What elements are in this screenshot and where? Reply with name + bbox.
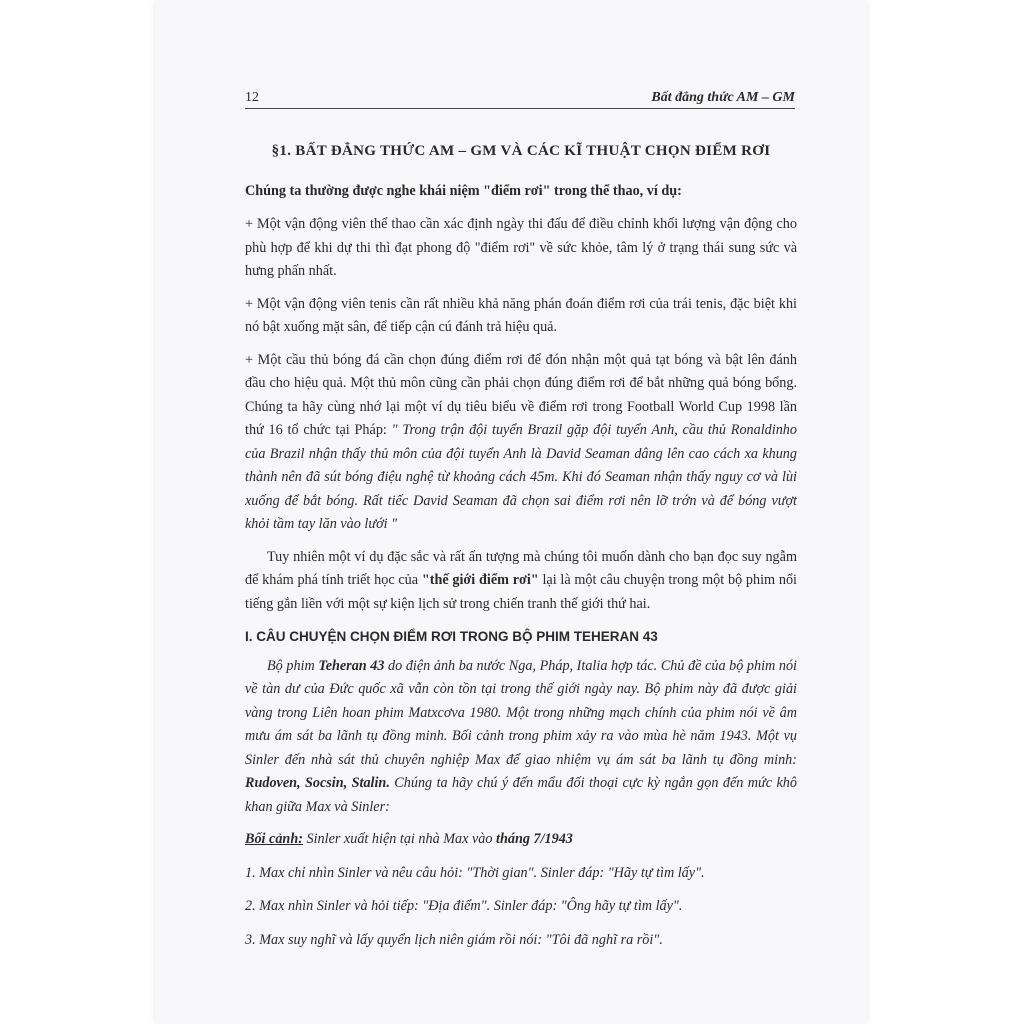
film-title: Teheran 43 — [318, 657, 385, 674]
bullet-football — [245, 349, 797, 537]
page-number: 12 — [245, 90, 259, 105]
intro-paragraph: Chúng ta thường được nghe khái niệm "điểm rơi" trong thể thao, ví dụ: — [245, 182, 682, 199]
bullet-tennis: + Một vận động viên tenis cần rất nhiều khả năng phán đoán điểm rơi của trái tenis, đặc biệt khi nó bật xuống mặt sân, để tiếp cận cú đánh trả hiệu quả. — [245, 295, 797, 335]
dialog-line: 3. Max suy nghĩ và lấy quyển lịch niên giám rồi nói: "Tôi đã nghĩ ra rồi". — [245, 931, 663, 948]
transition-text-end: lại là một câu chuyện trong một bộ phim nổi tiếng gắn liền với một sự kiện lịch sử trong chiến tranh thế giới thứ hai. — [245, 572, 797, 612]
football-quote: " Trong trận đội tuyển Brazil gặp đội tuyển Anh, cầu thủ Ronaldinho của Brazil nhận thấy thủ môn của đội tuyển Anh là David Seaman dâng lên cao cách xa khung thành nên đã sút bóng điệu nghệ từ khoảng cách 45m. Khi đó Seaman nhận thấy nguy cơ và lùi xuống để bắt bóng. Rất tiếc David Seaman đã chọn sai điểm rơi nên lỡ trớn và để bóng vượt khỏi tầm tay lăn vào lưới " — [245, 422, 797, 532]
scene-label: Bối cảnh: — [245, 831, 303, 847]
highlight-phrase: "thế giới điểm rơi" — [421, 572, 539, 588]
dialog-line: 2. Max nhìn Sinler và hỏi tiếp: "Địa điểm". Sinler đáp: "Ông hãy tự tìm lấy". — [245, 898, 683, 914]
leaders-names: Rudoven, Socsin, Stalin. — [245, 775, 390, 791]
football-lead: + Một cầu thủ bóng đá cần chọn đúng điểm rơi để đón nhận một quả tạt bóng và bật lên đánh đầu cho hiệu quả. Một thủ môn cũng cần phải chọn đúng điểm rơi để bắt những quả bóng bổng. Chúng ta hãy cùng nhớ lại một ví dụ tiêu biểu về điểm rơi trong Football World Cup 1998 lần thứ 16 tổ chức tại Pháp: — [245, 351, 797, 438]
transition-paragraph — [245, 546, 797, 617]
film-paragraph — [245, 655, 797, 820]
running-header — [245, 90, 795, 109]
film-text-1: Bộ phim — [267, 657, 319, 674]
subheading: I. CÂU CHUYỆN CHỌN ĐIỂM RƠI TRONG BỘ PHIM TEHERAN 43 — [245, 629, 658, 644]
film-text-3: Chúng ta hãy chú ý đến mẩu đối thoại cực kỳ ngắn gọn đến mức khô khan giữa Max và Sinler: — [245, 775, 797, 815]
film-text-2: do điện ảnh ba nước Nga, Pháp, Italia hợp tác. Chủ đề của bộ phim nói về tàn dư của Đức quốc xã vẫn còn tồn tại trong thế giới ngày nay. Bộ phim này đã được giải vàng trong Liên hoan phim Matxcơva 1980. Một trong những mạch chính của phim nói về âm mưu ám sát ba lãnh tụ đồng minh. Bối cảnh trong phim xảy ra vào mùa hè năm 1943. Một vụ Sinler đến nhà sát thủ chuyên nghiệp Max để giao nhiệm vụ ám sát ba lãnh tụ đồng minh: — [245, 657, 797, 768]
running-title: Bất đẳng thức AM – GM — [651, 90, 795, 105]
dialog-line: 1. Max chỉ nhìn Sinler và nêu câu hỏi: "Thời gian". Sinler đáp: "Hãy tự tìm lấy". — [245, 864, 705, 881]
scene-line — [245, 828, 797, 852]
section-title: §1. BẤT ĐẲNG THỨC AM – GM VÀ CÁC KĨ THUẬT CHỌN ĐIỂM RƠI — [271, 143, 771, 159]
dialog-block — [245, 828, 797, 952]
scene-date: tháng 7/1943 — [496, 831, 573, 847]
bullet-athlete: + Một vận động viên thể thao cần xác định ngày thi đấu để điều chỉnh khối lượng vận động cho phù hợp để khi dự thi thì đạt phong độ "điểm rơi" về sức khỏe, tâm lý ở trạng thái sung sức và hưng phấn nhất. — [245, 216, 797, 279]
transition-text: Tuy nhiên một ví dụ đặc sắc và rất ấn tượng mà chúng tôi muốn dành cho bạn đọc suy ngẫm để khám phá tính triết học của — [245, 548, 797, 588]
page-content — [245, 140, 797, 962]
scene-text: Sinler xuất hiện tại nhà Max vào — [302, 831, 497, 847]
